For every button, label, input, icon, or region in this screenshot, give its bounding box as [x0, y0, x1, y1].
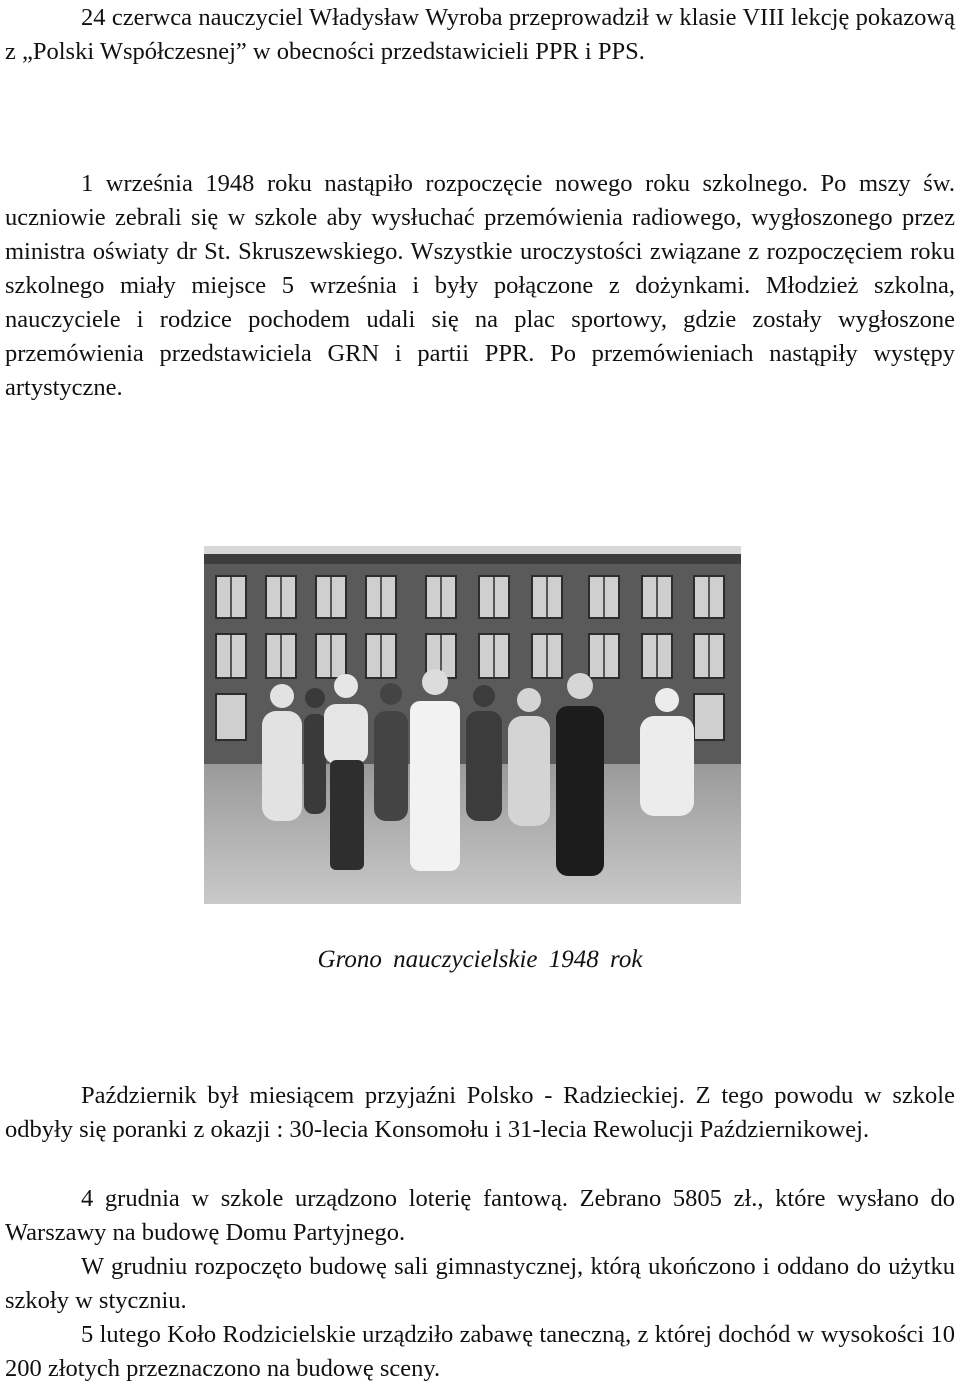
paragraph-school-year: 1 września 1948 roku nastąpiło rozpoczęcie nowego roku szkolnego. Po mszy św. uczniowie zebrali się w szkole aby wysłuchać przemówienia radiowego, wygłoszonego przez ministra oświaty dr St. Skruszewskiego. Wszystkie uroczystości związane z rozpoczęciem roku szkolnego miały miejsce 5 września i były połączone z dożynkami. Młodzież szkolna, nauczyciele i rodzice pochodem udali się na plac sportowy, gdzie zostały wygłoszone przemówienia przedstawiciela GRN i partii PPR. Po przemówieniach nastąpiły występy artystyczne. — [5, 170, 955, 401]
paragraph-lesson: 24 czerwca nauczyciel Władysław Wyroba przeprowadził w klasie VIII lekcję pokazową z „Polski Współczesnej” w obecności przedstawicieli PPR i PPS. — [5, 4, 955, 65]
paragraph-lottery: 4 grudnia w szkole urządzono loterię fantową. Zebrano 5805 zł., które wysłano do Warszawy na budowę Domu Partyjnego. — [5, 1185, 955, 1246]
photo-caption: Grono nauczycielskie 1948 rok — [317, 946, 643, 973]
paragraph-october: Październik był miesiącem przyjaźni Polsko - Radzieckiej. Z tego powodu w szkole odbyły się poranki z okazji : 30-lecia Konsomołu i 31-lecia Rewolucji Październikowej. — [5, 1082, 955, 1143]
group-photo — [204, 546, 741, 904]
paragraph-gym: W grudniu rozpoczęto budowę sali gimnastycznej, którą ukończono i oddano do użytku szkoły w styczniu. — [5, 1253, 955, 1314]
paragraph-dance: 5 lutego Koło Rodzicielskie urządziło zabawę taneczną, z której dochód w wysokości 10 200 złotych przeznaczono na budowę sceny. — [5, 1321, 955, 1382]
